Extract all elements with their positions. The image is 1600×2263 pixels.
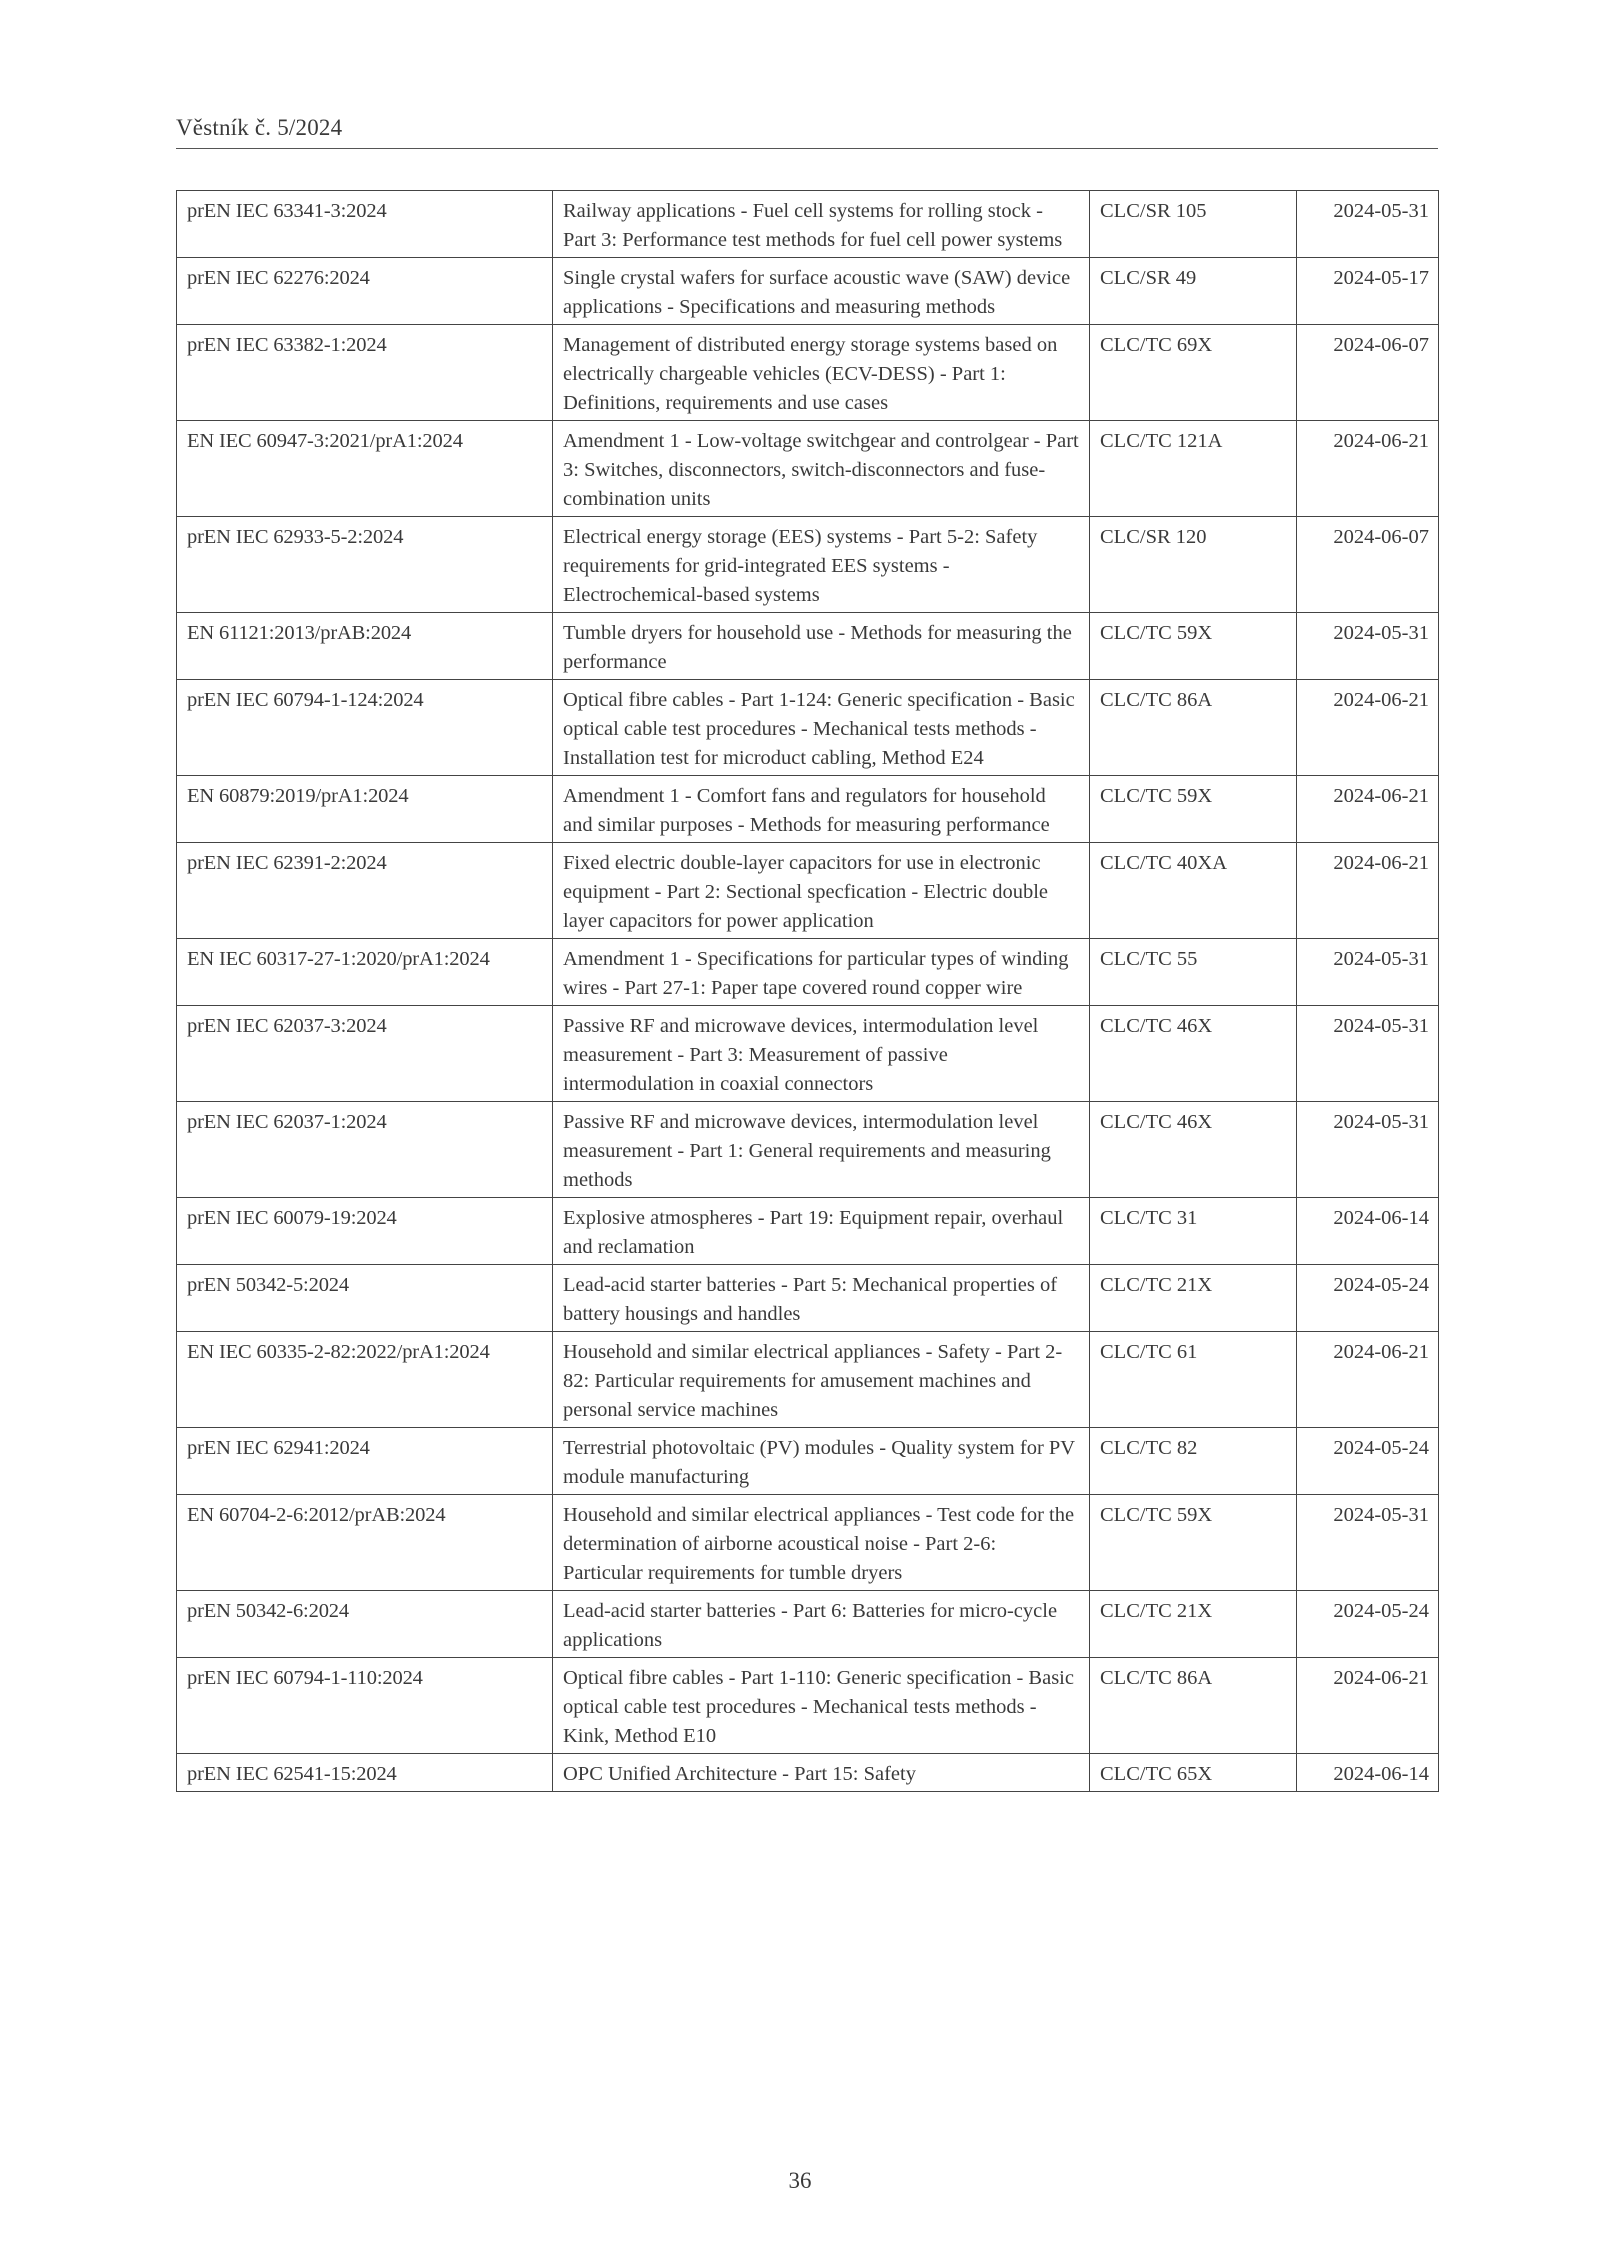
- table-row: [177, 1265, 1439, 1332]
- standard-code-cell: EN IEC 60335-2-82:2022/prA1:2024: [177, 1332, 553, 1428]
- committee-cell: CLC/TC 69X: [1090, 325, 1297, 421]
- standard-code-cell: prEN IEC 63341-3:2024: [177, 191, 553, 258]
- date-cell: 2024-05-31: [1297, 939, 1439, 1006]
- date-cell: 2024-06-21: [1297, 421, 1439, 517]
- committee-cell: CLC/TC 31: [1090, 1198, 1297, 1265]
- standard-title-cell: Lead-acid starter batteries - Part 6: Batteries for micro-cycle applications: [553, 1591, 1090, 1658]
- standards-table: [176, 190, 1439, 1792]
- standard-code-cell: prEN IEC 63382-1:2024: [177, 325, 553, 421]
- standard-code-cell: prEN 50342-6:2024: [177, 1591, 553, 1658]
- date-cell: 2024-05-31: [1297, 1495, 1439, 1591]
- standard-code-cell: prEN IEC 62933-5-2:2024: [177, 517, 553, 613]
- standard-code-cell: EN IEC 60317-27-1:2020/prA1:2024: [177, 939, 553, 1006]
- standard-title-cell: Terrestrial photovoltaic (PV) modules - Quality system for PV module manufacturing: [553, 1428, 1090, 1495]
- standard-code-cell: prEN IEC 62276:2024: [177, 258, 553, 325]
- standard-code-cell: prEN IEC 62391-2:2024: [177, 843, 553, 939]
- table-row: [177, 191, 1439, 258]
- committee-cell: CLC/TC 86A: [1090, 1658, 1297, 1754]
- standard-title-cell: Railway applications - Fuel cell systems for rolling stock - Part 3: Performance test methods for fuel cell power systems: [553, 191, 1090, 258]
- table-row: [177, 1754, 1439, 1792]
- standard-code-cell: prEN IEC 62037-3:2024: [177, 1006, 553, 1102]
- date-cell: 2024-06-14: [1297, 1754, 1439, 1792]
- page-header: [176, 110, 1438, 149]
- table-row: [177, 1198, 1439, 1265]
- standard-code-cell: prEN IEC 62037-1:2024: [177, 1102, 553, 1198]
- standard-title-cell: OPC Unified Architecture - Part 15: Safety: [553, 1754, 1090, 1792]
- table-row: [177, 1428, 1439, 1495]
- date-cell: 2024-05-24: [1297, 1591, 1439, 1658]
- committee-cell: CLC/SR 120: [1090, 517, 1297, 613]
- standard-title-cell: Management of distributed energy storage systems based on electrically chargeable vehicles (ECV-DESS) - Part 1: Definitions, requirements and use cases: [553, 325, 1090, 421]
- standard-title-cell: Tumble dryers for household use - Methods for measuring the performance: [553, 613, 1090, 680]
- standard-code-cell: prEN IEC 62541-15:2024: [177, 1754, 553, 1792]
- date-cell: 2024-06-07: [1297, 517, 1439, 613]
- standard-title-cell: Amendment 1 - Low-voltage switchgear and controlgear - Part 3: Switches, disconnectors, switch-disconnectors and fuse-combination units: [553, 421, 1090, 517]
- date-cell: 2024-05-31: [1297, 613, 1439, 680]
- standard-code-cell: EN 61121:2013/prAB:2024: [177, 613, 553, 680]
- date-cell: 2024-06-21: [1297, 776, 1439, 843]
- committee-cell: CLC/TC 46X: [1090, 1006, 1297, 1102]
- table-row: [177, 680, 1439, 776]
- committee-cell: CLC/TC 21X: [1090, 1265, 1297, 1332]
- table-row: [177, 325, 1439, 421]
- committee-cell: CLC/TC 59X: [1090, 613, 1297, 680]
- table-row: [177, 1006, 1439, 1102]
- date-cell: 2024-05-24: [1297, 1265, 1439, 1332]
- date-cell: 2024-05-24: [1297, 1428, 1439, 1495]
- committee-cell: CLC/TC 40XA: [1090, 843, 1297, 939]
- table-row: [177, 1102, 1439, 1198]
- date-cell: 2024-05-31: [1297, 1006, 1439, 1102]
- table-row: [177, 1591, 1439, 1658]
- committee-cell: CLC/TC 82: [1090, 1428, 1297, 1495]
- standard-title-cell: Lead-acid starter batteries - Part 5: Mechanical properties of battery housings and handles: [553, 1265, 1090, 1332]
- standard-code-cell: prEN IEC 60794-1-110:2024: [177, 1658, 553, 1754]
- standard-title-cell: Passive RF and microwave devices, intermodulation level measurement - Part 1: General requirements and measuring methods: [553, 1102, 1090, 1198]
- standard-title-cell: Single crystal wafers for surface acoustic wave (SAW) device applications - Specifications and measuring methods: [553, 258, 1090, 325]
- date-cell: 2024-06-21: [1297, 843, 1439, 939]
- committee-cell: CLC/TC 65X: [1090, 1754, 1297, 1792]
- standard-code-cell: EN 60704-2-6:2012/prAB:2024: [177, 1495, 553, 1591]
- table-row: [177, 517, 1439, 613]
- date-cell: 2024-05-31: [1297, 191, 1439, 258]
- date-cell: 2024-06-07: [1297, 325, 1439, 421]
- committee-cell: CLC/TC 55: [1090, 939, 1297, 1006]
- table-row: [177, 258, 1439, 325]
- standard-code-cell: prEN IEC 62941:2024: [177, 1428, 553, 1495]
- committee-cell: CLC/SR 105: [1090, 191, 1297, 258]
- table-row: [177, 1658, 1439, 1754]
- committee-cell: CLC/TC 86A: [1090, 680, 1297, 776]
- committee-cell: CLC/SR 49: [1090, 258, 1297, 325]
- table-row: [177, 843, 1439, 939]
- standard-code-cell: EN IEC 60947-3:2021/prA1:2024: [177, 421, 553, 517]
- date-cell: 2024-06-21: [1297, 1658, 1439, 1754]
- date-cell: 2024-05-31: [1297, 1102, 1439, 1198]
- committee-cell: CLC/TC 59X: [1090, 1495, 1297, 1591]
- standard-title-cell: Passive RF and microwave devices, intermodulation level measurement - Part 3: Measurement of passive intermodulation in coaxial connectors: [553, 1006, 1090, 1102]
- standard-title-cell: Amendment 1 - Specifications for particular types of winding wires - Part 27-1: Paper tape covered round copper wire: [553, 939, 1090, 1006]
- standard-code-cell: EN 60879:2019/prA1:2024: [177, 776, 553, 843]
- date-cell: 2024-06-14: [1297, 1198, 1439, 1265]
- standard-title-cell: Household and similar electrical appliances - Test code for the determination of airborne acoustical noise - Part 2-6: Particular requirements for tumble dryers: [553, 1495, 1090, 1591]
- table-row: [177, 776, 1439, 843]
- date-cell: 2024-06-21: [1297, 1332, 1439, 1428]
- standard-title-cell: Explosive atmospheres - Part 19: Equipment repair, overhaul and reclamation: [553, 1198, 1090, 1265]
- standard-title-cell: Optical fibre cables - Part 1-110: Generic specification - Basic optical cable test procedures - Mechanical tests methods - Kink, Method E10: [553, 1658, 1090, 1754]
- committee-cell: CLC/TC 61: [1090, 1332, 1297, 1428]
- committee-cell: CLC/TC 59X: [1090, 776, 1297, 843]
- standard-title-cell: Electrical energy storage (EES) systems - Part 5-2: Safety requirements for grid-integrated EES systems - Electrochemical-based systems: [553, 517, 1090, 613]
- standard-code-cell: prEN 50342-5:2024: [177, 1265, 553, 1332]
- standard-title-cell: Optical fibre cables - Part 1-124: Generic specification - Basic optical cable test procedures - Mechanical tests methods - Installation test for microduct cabling, Method E24: [553, 680, 1090, 776]
- standard-code-cell: prEN IEC 60079-19:2024: [177, 1198, 553, 1265]
- committee-cell: CLC/TC 21X: [1090, 1591, 1297, 1658]
- committee-cell: CLC/TC 46X: [1090, 1102, 1297, 1198]
- date-cell: 2024-06-21: [1297, 680, 1439, 776]
- standard-code-cell: prEN IEC 60794-1-124:2024: [177, 680, 553, 776]
- committee-cell: CLC/TC 121A: [1090, 421, 1297, 517]
- table-row: [177, 1495, 1439, 1591]
- standard-title-cell: Amendment 1 - Comfort fans and regulators for household and similar purposes - Methods for measuring performance: [553, 776, 1090, 843]
- table-row: [177, 613, 1439, 680]
- table-row: [177, 939, 1439, 1006]
- page-number: 36: [788, 2168, 812, 2193]
- table-row: [177, 421, 1439, 517]
- standard-title-cell: Household and similar electrical appliances - Safety - Part 2-82: Particular requirements for amusement machines and personal service machines: [553, 1332, 1090, 1428]
- standard-title-cell: Fixed electric double-layer capacitors for use in electronic equipment - Part 2: Sectional specfication - Electric double layer capacitors for power application: [553, 843, 1090, 939]
- date-cell: 2024-05-17: [1297, 258, 1439, 325]
- page-header-title: Věstník č. 5/2024: [176, 115, 343, 140]
- table-row: [177, 1332, 1439, 1428]
